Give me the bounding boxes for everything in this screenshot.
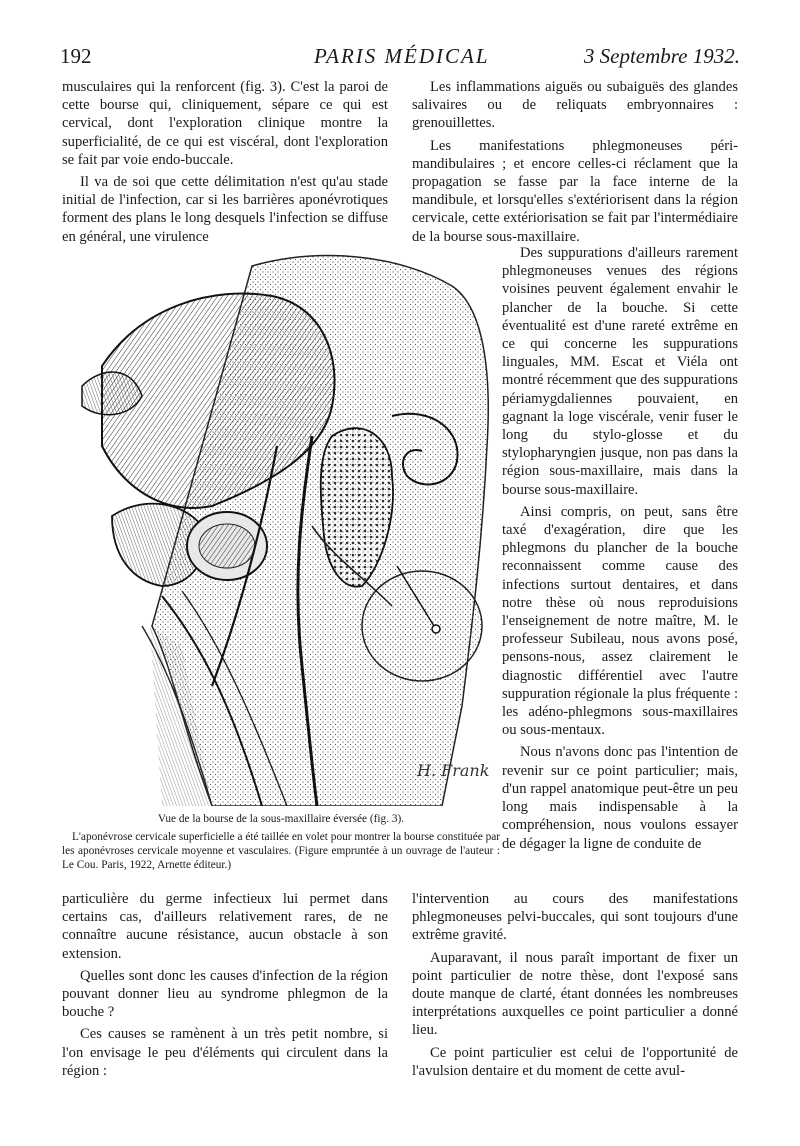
anatomical-illustration xyxy=(62,246,492,806)
column-bottom-right xyxy=(412,890,738,1080)
paragraph: Ce point particulier est celui de l'opportunité de l'avulsion dentaire et du moment de cette avul- xyxy=(412,1044,738,1079)
paragraph: Auparavant, il nous paraît important de fixer un point particulier de notre thèse, dont l'exposé sans doute manque de clarté, étant données les nombreuses interprétations auxquelles ce point particulier a donné lieu. xyxy=(412,949,738,1039)
paragraph: musculaires qui la renforcent (fig. 3). C'est la paroi de cette bourse qui, cliniquement, sépare ce qui est cervical, dont l'exploration clinique montre la superficialité, de ce qui est viscéral, dont l'exploration se fait par voie endo-buccale. xyxy=(62,79,388,168)
paragraph: l'intervention au cours des manifestations phlegmoneuses pelvi-buccales, qui sont toujours d'une extrême gravité. xyxy=(412,891,738,944)
figure-caption-title: Vue de la bourse de la sous-maxillaire éversée (fig. 3). xyxy=(157,813,405,825)
column-top-right xyxy=(412,78,738,246)
paragraph: Les inflammations aiguës ou subaiguës des glandes salivaires ou de reliquats embryonnaires : grenouillettes. xyxy=(412,79,738,132)
paragraph: Des suppurations d'ailleurs rarement phlegmoneuses venues des régions voisines peuvent également envahir le plancher de la bouche. Si cette éventualité est d'une rareté extrême en ce qui concerne les suppurations linguales, MM. Escat et Viéla ont montré récemment que des suppurations périamygdaliennes pouvaient, en gagnant la loge viscérale, venir fuser le long du stylo-glosse et du stylopharyngien jusque, non pas dans la région sous-maxillaire, mais dans la bourse sous-maxillaire. xyxy=(502,245,738,498)
artist-signature: H. Frank xyxy=(417,761,490,780)
page-header xyxy=(60,44,740,74)
paragraph: Nous n'avons donc pas l'intention de revenir sur ce point particulier; mais, d'un rappel anatomique peut-être un peu long mais indispensable à la compréhension, nous voulons essayer de dégager la ligne de conduite de xyxy=(502,744,738,852)
paragraph: particulière du germe infectieux lui permet dans certains cas, d'ailleurs relativement rares, de ne connaître aucune résistance, aucun obstacle à son extension. xyxy=(62,891,388,962)
paragraph: Les manifestations phlegmoneuses péri-mandibulaires ; et encore celles-ci réclament que la propagation se fasse par la face interne de la mandibule, et lorsqu'elles s'extériorisent dans la région cervicale, cette extériorisation se fait par l'intermédiaire de la bourse sous-maxillaire. xyxy=(412,137,738,245)
paragraph: Il va de soi que cette délimitation n'est qu'au stade initial de l'infection, car si les barrières aponévrotiques forment des plans le long desquels l'infection se diffuse en général, une virulence xyxy=(62,174,388,245)
figure-caption-body: L'aponévrose cervicale superficielle a été taillée en volet pour montrer la bourse constituée par les aponévroses cervicale moyenne et vasculaires. (Figure empruntée à un ouvrage de l'auteur : Le Cou. Paris, 1922, Arnette éditeur.) xyxy=(62,831,500,871)
page-number: 192 xyxy=(60,44,92,68)
submaxillary-bursa-drawing xyxy=(62,246,492,806)
paragraph: Quelles sont donc les causes d'infection de la région pouvant donner lieu au syndrome phlegmon de la bouche ? xyxy=(62,967,388,1021)
journal-title: PARIS MÉDICAL xyxy=(314,44,490,68)
paragraph: Ces causes se ramènent à un très petit nombre, si l'on envisage le peu d'éléments qui circulent dans la région : xyxy=(62,1026,388,1079)
issue-date: 3 Septembre 1932. xyxy=(583,44,740,68)
column-bottom-left xyxy=(62,890,388,1080)
column-top-left xyxy=(62,78,388,246)
paragraph: Ainsi compris, on peut, sans être taxé d'exagération, dire que les phlegmons du plancher de la bouche reconnaissent comme cause des infections surtout dentaires, et dans notre thèse où nous reproduisions l'enseignement de notre maître, M. le professeur Subileau, nous avons posé, pensons-nous, assez clairement le diagnostic différentiel avec l'autre suppuration régionale la plus fréquente : les adéno-phlegmons sous-maxillaires ou sous-mentaux. xyxy=(502,503,738,739)
column-middle-right xyxy=(502,244,738,853)
